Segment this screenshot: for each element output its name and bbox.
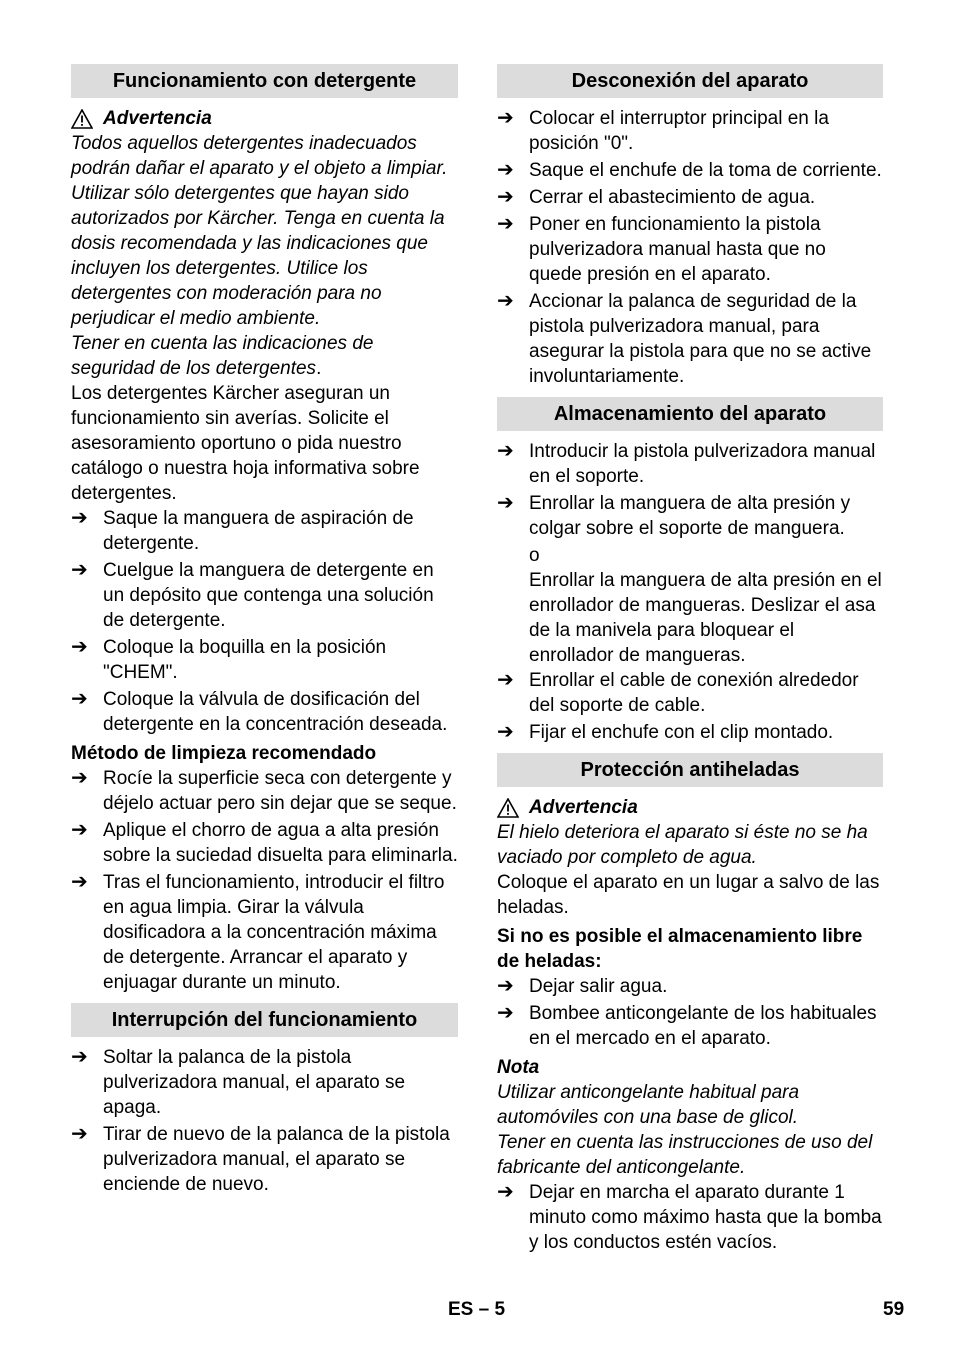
- arrow-right-icon: ➔: [497, 159, 514, 181]
- list-item: ➔ Tras el funcionamiento, introducir el filtro en agua limpia. Girar la válvula dosificadora a la concentración máxima de detergente. Arrancar el aparato y enjuagar durante un minuto.: [71, 871, 445, 993]
- arrow-right-icon: ➔: [497, 721, 514, 743]
- list-item: ➔ Rocíe la superficie seca con detergente y déjelo actuar pero sin dejar que se seque.: [71, 767, 457, 814]
- warning-text: El hielo deteriora el aparato si éste no se ha vaciado por completo de agua.: [497, 822, 868, 868]
- warning-label: Advertencia: [529, 797, 638, 818]
- list-item: ➔ Coloque la válvula de dosificación del detergente en la concentración deseada.: [71, 688, 448, 735]
- arrow-right-icon: ➔: [497, 213, 514, 235]
- page-number: 59: [883, 1299, 905, 1320]
- arrow-right-icon: ➔: [497, 107, 514, 129]
- heading-shutdown: Desconexión del aparato: [497, 64, 883, 98]
- list-item: ➔ Introducir la pistola pulverizadora manual en el soporte.: [497, 440, 876, 487]
- warning-triangle-icon: [71, 109, 93, 129]
- arrow-right-icon: ➔: [497, 186, 514, 208]
- final-steps: [497, 1180, 883, 1255]
- list-item: ➔ Saque la manguera de aspiración de detergente.: [71, 507, 414, 554]
- safety-paragraph: [71, 331, 458, 381]
- arrow-right-icon: ➔: [497, 669, 514, 691]
- list-item: ➔ Dejar salir agua.: [497, 975, 668, 997]
- heading-storage: Almacenamiento del aparato: [497, 397, 883, 431]
- shutdown-steps: [497, 106, 883, 389]
- subheading-frost: Si no es posible el almacenamiento libre de heladas:: [497, 926, 863, 972]
- detergent-steps: [71, 506, 458, 737]
- list-item: ➔ Dejar en marcha el aparato durante 1 minuto como máximo hasta que la bomba y los conductos estén vacíos.: [497, 1181, 882, 1253]
- warning-title: [497, 795, 883, 820]
- list-item: ➔ Tirar de nuevo de la palanca de la pistola pulverizadora manual, el aparato se enciende de nuevo.: [71, 1123, 450, 1195]
- warning-triangle-icon: [497, 798, 519, 818]
- frost-text: Coloque el aparato en un lugar a salvo de las heladas.: [497, 872, 880, 918]
- list-item: ➔ Soltar la palanca de la pistola pulverizadora manual, el aparato se apaga.: [71, 1046, 406, 1118]
- list-item: ➔ Cuelgue la manguera de detergente en un depósito que contenga una solución de detergente.: [71, 559, 434, 631]
- list-item: ➔ Aplique el chorro de agua a alta presión sobre la suciedad disuelta para eliminarla.: [71, 819, 458, 866]
- warning-text: Todos aquellos detergentes inadecuados podrán dañar el aparato y el objeto a limpiar. Utilizar sólo detergentes que hayan sido autorizados por Kärcher. Tenga en cuenta la dosis recomendada y las indicaciones que incluyen los detergentes. Utilice los detergentes con moderación para no perjudicar el medio ambiente.: [71, 133, 448, 329]
- left-column: [71, 64, 458, 1199]
- or-text: o: [529, 545, 540, 566]
- subheading-cleaning-method: Método de limpieza recomendado: [71, 743, 377, 764]
- arrow-right-icon: ➔: [71, 636, 88, 658]
- footer-section: ES – 5: [448, 1299, 506, 1320]
- warning-title: [71, 106, 458, 131]
- arrow-right-icon: ➔: [71, 1046, 88, 1068]
- arrow-right-icon: ➔: [497, 492, 514, 514]
- arrow-right-icon: ➔: [71, 559, 88, 581]
- arrow-right-icon: ➔: [497, 290, 514, 312]
- right-column: [497, 64, 883, 1257]
- note-text-2: Tener en cuenta las instrucciones de uso del fabricante del anticongelante.: [497, 1132, 873, 1178]
- list-item: ➔ Enrollar la manguera de alta presión y colgar sobre el soporte de manguera.: [497, 492, 851, 539]
- heading-frost-protection: Protección antiheladas: [497, 753, 883, 787]
- detergent-info: Los detergentes Kärcher aseguran un funcionamiento sin averías. Solicite el asesoramiento oportuno o pida nuestro catálogo o nuestra hoja informativa sobre detergentes.: [71, 383, 420, 504]
- list-item: ➔ Colocar el interruptor principal en la posición "0".: [497, 107, 829, 154]
- interruption-steps: [71, 1045, 458, 1197]
- arrow-right-icon: ➔: [497, 1181, 514, 1203]
- list-item: ➔ Coloque la boquilla en la posición "CHEM".: [71, 636, 387, 683]
- list-item: ➔ Poner en funcionamiento la pistola pulverizadora manual hasta que no quede presión en el aparato.: [497, 213, 826, 285]
- arrow-right-icon: ➔: [71, 688, 88, 710]
- list-item: ➔ Fijar el enchufe con el clip montado.: [497, 721, 834, 743]
- list-item: ➔ Accionar la palanca de seguridad de la pistola pulverizadora manual, para asegurar la pistola para que no se active involuntariamente.: [497, 290, 872, 387]
- heading-interruption: Interrupción del funcionamiento: [71, 1003, 458, 1037]
- list-item: ➔ Cerrar el abastecimiento de agua.: [497, 186, 816, 208]
- storage-steps-2: [497, 668, 883, 745]
- arrow-right-icon: ➔: [497, 975, 514, 997]
- safety-text: Tener en cuenta las indicaciones de seguridad de los detergentes: [71, 333, 374, 379]
- arrow-right-icon: ➔: [71, 819, 88, 841]
- arrow-right-icon: ➔: [497, 440, 514, 462]
- safety-dot: .: [316, 358, 322, 379]
- list-item: ➔ Saque el enchufe de la toma de corriente.: [497, 159, 882, 181]
- note-label: Nota: [497, 1057, 540, 1078]
- list-item: ➔ Enrollar el cable de conexión alrededor del soporte de cable.: [497, 669, 859, 716]
- cleaning-steps: [71, 766, 458, 995]
- arrow-right-icon: ➔: [497, 1002, 514, 1024]
- warning-label: Advertencia: [103, 108, 212, 129]
- alt-storage-text: Enrollar la manguera de alta presión en el enrollador de mangueras. Deslizar el asa de la manivela para bloquear el enrollador de mangueras.: [529, 570, 882, 666]
- arrow-right-icon: ➔: [71, 767, 88, 789]
- arrow-right-icon: ➔: [71, 507, 88, 529]
- arrow-right-icon: ➔: [71, 871, 88, 893]
- heading-detergent-operation: Funcionamiento con detergente: [71, 64, 458, 98]
- frost-steps: [497, 974, 883, 1051]
- storage-steps: [497, 439, 883, 541]
- arrow-right-icon: ➔: [71, 1123, 88, 1145]
- list-item: ➔ Bombee anticongelante de los habituales en el mercado en el aparato.: [497, 1002, 877, 1049]
- note-text-1: Utilizar anticongelante habitual para automóviles con una base de glicol.: [497, 1082, 800, 1128]
